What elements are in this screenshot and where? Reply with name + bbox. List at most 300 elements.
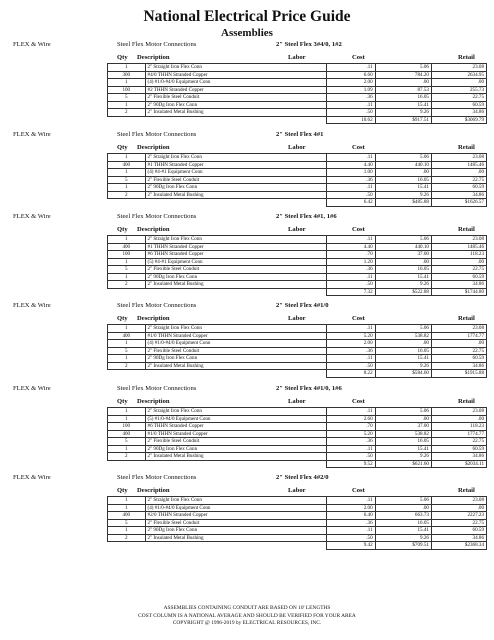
- column-header-retail: Retail: [458, 226, 475, 233]
- item-labor: .50: [326, 109, 375, 117]
- total-labor: 9.42: [326, 542, 375, 550]
- item-qty: 1: [108, 258, 146, 266]
- item-description: 2" Flexible Steel Conduit: [145, 438, 326, 446]
- item-retail: 34.86: [431, 362, 486, 370]
- total-labor: 10.62: [326, 116, 375, 124]
- totals-row: [108, 460, 487, 468]
- item-cost: .00: [375, 340, 431, 348]
- item-labor: .70: [326, 251, 375, 259]
- item-cost: 5.06: [375, 408, 431, 416]
- item-retail: .00: [431, 504, 486, 512]
- item-retail: 255.73: [431, 86, 486, 94]
- column-header-description: Description: [137, 398, 170, 405]
- item-cost: .00: [375, 79, 431, 87]
- table-row: [108, 534, 487, 542]
- assembly-category: FLEX & Wire: [13, 385, 51, 392]
- item-description: 2" Straight Iron Flex Conn: [145, 64, 326, 72]
- column-header-labor: Labor: [288, 54, 306, 61]
- table-row: [108, 453, 487, 461]
- assembly-type: Steel Flex Motor Connections: [117, 474, 197, 481]
- item-description: 2" Straight Iron Flex Conn: [145, 154, 326, 162]
- column-headers: [0, 225, 494, 235]
- item-description: 2" Straight Iron Flex Conn: [145, 325, 326, 333]
- total-cost: $522.88: [375, 288, 431, 296]
- total-retail: $1744.80: [431, 288, 486, 296]
- assembly-name: 2" Steel Flex 4#1/0, 1#6: [276, 385, 342, 392]
- column-header-cost: Cost: [352, 226, 365, 233]
- item-cost: .00: [375, 504, 431, 512]
- totals-spacer: [108, 288, 146, 296]
- item-retail: 34.86: [431, 534, 486, 542]
- total-retail: $2034.11: [431, 460, 486, 468]
- totals-spacer: [145, 460, 326, 468]
- item-labor: .50: [326, 281, 375, 289]
- item-labor: .11: [326, 355, 375, 363]
- item-labor: 6.40: [326, 512, 375, 520]
- assembly-section: [0, 384, 494, 468]
- item-labor: .50: [326, 534, 375, 542]
- table-row: [108, 273, 487, 281]
- assembly-section: [0, 301, 494, 378]
- item-cost: 16.05: [375, 519, 431, 527]
- table-row: [108, 251, 487, 259]
- item-retail: 34.86: [431, 453, 486, 461]
- total-labor: 6.42: [326, 199, 375, 207]
- table-row: [108, 191, 487, 199]
- item-description: #1/0 THHN Stranded Copper: [145, 430, 326, 438]
- item-cost: 440.10: [375, 161, 431, 169]
- item-retail: 1774.77: [431, 332, 486, 340]
- item-labor: 2.60: [326, 415, 375, 423]
- item-retail: 22.75: [431, 94, 486, 102]
- item-labor: .11: [326, 497, 375, 505]
- column-header-labor: Labor: [288, 398, 306, 405]
- table-row: [108, 94, 487, 102]
- item-qty: 5: [108, 266, 146, 274]
- item-qty: 400: [108, 430, 146, 438]
- item-retail: 2227.23: [431, 512, 486, 520]
- item-description: 2" Insulated Metal Bushing: [145, 281, 326, 289]
- totals-row: [108, 116, 487, 124]
- assembly-header: [0, 384, 494, 394]
- column-header-qty: Qty: [117, 487, 128, 494]
- item-description: 2" Insulated Metal Bushing: [145, 109, 326, 117]
- item-qty: 5: [108, 519, 146, 527]
- item-cost: 5.06: [375, 154, 431, 162]
- assembly-type: Steel Flex Motor Connections: [117, 385, 197, 392]
- assembly-name: 2" Steel Flex 3#4/0, 1#2: [276, 41, 342, 48]
- item-cost: 9.26: [375, 453, 431, 461]
- item-labor: 2.00: [326, 504, 375, 512]
- item-retail: 60.59: [431, 184, 486, 192]
- column-header-cost: Cost: [352, 398, 365, 405]
- item-labor: 4.40: [326, 161, 375, 169]
- item-retail: 60.59: [431, 355, 486, 363]
- item-labor: .11: [326, 154, 375, 162]
- item-description: 2" Flexible Steel Conduit: [145, 266, 326, 274]
- item-labor: .11: [326, 184, 375, 192]
- column-header-description: Description: [137, 144, 170, 151]
- items-table: [107, 63, 487, 124]
- item-qty: 1: [108, 504, 146, 512]
- item-labor: .11: [326, 325, 375, 333]
- item-qty: 5: [108, 347, 146, 355]
- assembly-header: [0, 130, 494, 140]
- item-labor: 1.00: [326, 169, 375, 177]
- item-description: #6 THHN Stranded Copper: [145, 251, 326, 259]
- item-retail: 1774.77: [431, 430, 486, 438]
- item-description: #4/0 THHN Stranded Copper: [145, 71, 326, 79]
- table-row: [108, 423, 487, 431]
- item-retail: 60.59: [431, 445, 486, 453]
- item-description: 2" Insulated Metal Bushing: [145, 534, 326, 542]
- totals-row: [108, 542, 487, 550]
- table-row: [108, 86, 487, 94]
- item-cost: 5.06: [375, 236, 431, 244]
- column-header-retail: Retail: [458, 487, 475, 494]
- item-cost: 5.06: [375, 497, 431, 505]
- item-retail: 23.08: [431, 64, 486, 72]
- item-qty: 400: [108, 332, 146, 340]
- item-cost: 5.06: [375, 64, 431, 72]
- item-labor: .50: [326, 453, 375, 461]
- item-description: 2" Insulated Metal Bushing: [145, 362, 326, 370]
- item-labor: .36: [326, 438, 375, 446]
- item-qty: 1: [108, 64, 146, 72]
- item-cost: 16.05: [375, 347, 431, 355]
- item-qty: 5: [108, 438, 146, 446]
- item-description: 2" Straight Iron Flex Conn: [145, 236, 326, 244]
- total-retail: $2368.34: [431, 542, 486, 550]
- item-labor: 2.00: [326, 340, 375, 348]
- total-retail: $3069.79: [431, 116, 486, 124]
- item-labor: 5.20: [326, 332, 375, 340]
- item-retail: 22.75: [431, 347, 486, 355]
- item-labor: .36: [326, 519, 375, 527]
- item-description: 2" 90Dg Iron Flex Conn: [145, 445, 326, 453]
- items-table: [107, 324, 487, 378]
- item-description: 2" Flexible Steel Conduit: [145, 347, 326, 355]
- item-retail: 23.08: [431, 236, 486, 244]
- item-labor: .70: [326, 423, 375, 431]
- item-qty: 2: [108, 109, 146, 117]
- item-description: 2" 90Dg Iron Flex Conn: [145, 273, 326, 281]
- table-row: [108, 497, 487, 505]
- item-labor: 5.20: [326, 430, 375, 438]
- item-retail: 1485.46: [431, 243, 486, 251]
- table-row: [108, 527, 487, 535]
- assembly-category: FLEX & Wire: [13, 474, 51, 481]
- item-retail: .00: [431, 340, 486, 348]
- item-cost: 5.06: [375, 325, 431, 333]
- item-qty: 400: [108, 161, 146, 169]
- table-row: [108, 430, 487, 438]
- item-description: 2" Flexible Steel Conduit: [145, 519, 326, 527]
- item-cost: 440.10: [375, 243, 431, 251]
- item-cost: 37.00: [375, 423, 431, 431]
- item-labor: .36: [326, 94, 375, 102]
- column-header-qty: Qty: [117, 54, 128, 61]
- item-cost: 9.26: [375, 362, 431, 370]
- item-qty: 2: [108, 453, 146, 461]
- item-retail: 22.75: [431, 266, 486, 274]
- item-labor: 2.00: [326, 79, 375, 87]
- item-labor: .11: [326, 527, 375, 535]
- totals-spacer: [145, 116, 326, 124]
- item-qty: 300: [108, 71, 146, 79]
- column-headers: [0, 143, 494, 153]
- item-retail: 34.86: [431, 191, 486, 199]
- item-retail: 118.23: [431, 251, 486, 259]
- item-cost: 9.26: [375, 281, 431, 289]
- item-description: (5) #1/0-#4/0 Equipment Conn: [145, 415, 326, 423]
- column-header-description: Description: [137, 487, 170, 494]
- column-header-cost: Cost: [352, 315, 365, 322]
- footer: [0, 605, 494, 628]
- column-header-cost: Cost: [352, 487, 365, 494]
- column-header-qty: Qty: [117, 315, 128, 322]
- items-table: [107, 496, 487, 550]
- assembly-type: Steel Flex Motor Connections: [117, 213, 197, 220]
- totals-spacer: [145, 370, 326, 378]
- item-cost: 538.82: [375, 332, 431, 340]
- page-title: National Electrical Price Guide: [143, 8, 351, 25]
- item-qty: 1: [108, 236, 146, 244]
- item-cost: 37.00: [375, 251, 431, 259]
- assembly-category: FLEX & Wire: [13, 41, 51, 48]
- items-table: [107, 235, 487, 296]
- total-cost: $917.51: [375, 116, 431, 124]
- totals-row: [108, 370, 487, 378]
- item-qty: 100: [108, 423, 146, 431]
- item-qty: 1: [108, 79, 146, 87]
- table-row: [108, 415, 487, 423]
- item-cost: 15.41: [375, 355, 431, 363]
- totals-spacer: [108, 370, 146, 378]
- item-description: #1 THHN Stranded Copper: [145, 243, 326, 251]
- item-description: 2" Flexible Steel Conduit: [145, 94, 326, 102]
- table-row: [108, 355, 487, 363]
- item-retail: 34.86: [431, 281, 486, 289]
- assembly-section: [0, 130, 494, 207]
- column-header-labor: Labor: [288, 487, 306, 494]
- table-row: [108, 236, 487, 244]
- item-qty: 1: [108, 408, 146, 416]
- column-header-cost: Cost: [352, 54, 365, 61]
- table-row: [108, 101, 487, 109]
- column-header-retail: Retail: [458, 315, 475, 322]
- item-retail: 22.75: [431, 438, 486, 446]
- item-cost: 9.26: [375, 534, 431, 542]
- item-description: (4) #4-#1 Equipment Conn: [145, 169, 326, 177]
- footer-copyright: COPYRIGHT @ 1996-2019 by ELECTRICAL RESOURCES, INC.: [172, 620, 322, 626]
- item-retail: 22.75: [431, 176, 486, 184]
- item-cost: 15.41: [375, 273, 431, 281]
- total-cost: $485.88: [375, 199, 431, 207]
- assembly-header: [0, 473, 494, 483]
- total-retail: $1915.88: [431, 370, 486, 378]
- totals-spacer: [108, 116, 146, 124]
- item-cost: 15.41: [375, 445, 431, 453]
- item-qty: 400: [108, 512, 146, 520]
- table-row: [108, 64, 487, 72]
- page-subtitle: Assemblies: [221, 27, 273, 39]
- table-row: [108, 258, 487, 266]
- assembly-type: Steel Flex Motor Connections: [117, 302, 197, 309]
- assembly-header: [0, 40, 494, 50]
- item-qty: 1: [108, 415, 146, 423]
- total-cost: $709.51: [375, 542, 431, 550]
- table-row: [108, 176, 487, 184]
- assembly-header: [0, 301, 494, 311]
- item-labor: 6.60: [326, 71, 375, 79]
- item-qty: 2: [108, 191, 146, 199]
- item-cost: 784.20: [375, 71, 431, 79]
- assembly-name: 2" Steel Flex 4#1, 1#6: [276, 213, 337, 220]
- column-header-labor: Labor: [288, 315, 306, 322]
- assembly-section: [0, 473, 494, 550]
- table-row: [108, 154, 487, 162]
- item-qty: 5: [108, 94, 146, 102]
- assembly-type: Steel Flex Motor Connections: [117, 41, 197, 48]
- item-description: 2" Flexible Steel Conduit: [145, 176, 326, 184]
- totals-row: [108, 288, 487, 296]
- item-description: 2" Insulated Metal Bushing: [145, 453, 326, 461]
- item-labor: 1.09: [326, 86, 375, 94]
- item-qty: 1: [108, 325, 146, 333]
- column-header-retail: Retail: [458, 54, 475, 61]
- total-cost: $584.60: [375, 370, 431, 378]
- totals-spacer: [145, 542, 326, 550]
- item-qty: 1: [108, 445, 146, 453]
- item-labor: .11: [326, 273, 375, 281]
- assembly-section: [0, 212, 494, 296]
- item-retail: 60.59: [431, 273, 486, 281]
- item-qty: 5: [108, 176, 146, 184]
- item-labor: .50: [326, 191, 375, 199]
- assembly-name: 2" Steel Flex 4#1: [276, 131, 324, 138]
- column-header-qty: Qty: [117, 226, 128, 233]
- items-table: [107, 407, 487, 468]
- item-retail: 1485.46: [431, 161, 486, 169]
- table-row: [108, 408, 487, 416]
- item-retail: .00: [431, 258, 486, 266]
- column-headers: [0, 53, 494, 63]
- table-row: [108, 340, 487, 348]
- item-description: 2" 90Dg Iron Flex Conn: [145, 527, 326, 535]
- item-qty: 1: [108, 273, 146, 281]
- item-retail: 60.59: [431, 527, 486, 535]
- assembly-name: 2" Steel Flex 4#2/0: [276, 474, 329, 481]
- item-retail: .00: [431, 169, 486, 177]
- item-labor: .11: [326, 445, 375, 453]
- table-row: [108, 445, 487, 453]
- item-labor: .11: [326, 101, 375, 109]
- totals-spacer: [108, 460, 146, 468]
- column-header-retail: Retail: [458, 144, 475, 151]
- assembly-category: FLEX & Wire: [13, 213, 51, 220]
- assembly-header: [0, 212, 494, 222]
- table-row: [108, 266, 487, 274]
- item-cost: 15.41: [375, 184, 431, 192]
- item-description: #6 THHN Stranded Copper: [145, 423, 326, 431]
- item-retail: .00: [431, 415, 486, 423]
- item-qty: 2: [108, 534, 146, 542]
- item-description: 2" Insulated Metal Bushing: [145, 191, 326, 199]
- column-header-qty: Qty: [117, 144, 128, 151]
- item-qty: 400: [108, 243, 146, 251]
- totals-spacer: [145, 199, 326, 207]
- item-description: 2" Straight Iron Flex Conn: [145, 497, 326, 505]
- total-labor: 7.32: [326, 288, 375, 296]
- column-header-qty: Qty: [117, 398, 128, 405]
- table-row: [108, 169, 487, 177]
- totals-spacer: [108, 199, 146, 207]
- item-cost: 16.05: [375, 94, 431, 102]
- item-cost: 663.73: [375, 512, 431, 520]
- item-description: #1 THHN Stranded Copper: [145, 161, 326, 169]
- total-labor: 8.22: [326, 370, 375, 378]
- item-qty: 1: [108, 169, 146, 177]
- item-cost: 9.26: [375, 109, 431, 117]
- column-header-description: Description: [137, 226, 170, 233]
- table-row: [108, 362, 487, 370]
- table-row: [108, 504, 487, 512]
- table-row: [108, 438, 487, 446]
- item-cost: .00: [375, 415, 431, 423]
- item-cost: 9.26: [375, 191, 431, 199]
- total-labor: 9.52: [326, 460, 375, 468]
- item-cost: 15.41: [375, 527, 431, 535]
- item-retail: 2634.95: [431, 71, 486, 79]
- item-description: 2" Straight Iron Flex Conn: [145, 408, 326, 416]
- column-header-labor: Labor: [288, 144, 306, 151]
- item-retail: 118.23: [431, 423, 486, 431]
- item-qty: 1: [108, 154, 146, 162]
- footer-note-lengths: ASSEMBLIES CONTAINING CONDUIT ARE BASED ON 10' LENGTHS: [163, 605, 331, 611]
- table-row: [108, 79, 487, 87]
- column-header-cost: Cost: [352, 144, 365, 151]
- item-qty: 1: [108, 355, 146, 363]
- item-retail: 23.08: [431, 408, 486, 416]
- table-row: [108, 161, 487, 169]
- item-description: #1/0 THHN Stranded Copper: [145, 332, 326, 340]
- item-cost: 16.05: [375, 438, 431, 446]
- item-qty: 1: [108, 497, 146, 505]
- totals-row: [108, 199, 487, 207]
- assembly-name: 2" Steel Flex 4#1/0: [276, 302, 329, 309]
- item-cost: .00: [375, 169, 431, 177]
- item-description: (5) #4-#1 Equipment Conn: [145, 258, 326, 266]
- column-header-description: Description: [137, 315, 170, 322]
- item-description: 2" 90Dg Iron Flex Conn: [145, 101, 326, 109]
- item-labor: .11: [326, 408, 375, 416]
- table-row: [108, 243, 487, 251]
- item-qty: 1: [108, 340, 146, 348]
- table-row: [108, 109, 487, 117]
- item-cost: .00: [375, 258, 431, 266]
- column-header-labor: Labor: [288, 226, 306, 233]
- column-header-description: Description: [137, 54, 170, 61]
- item-qty: 1: [108, 101, 146, 109]
- column-headers: [0, 397, 494, 407]
- table-row: [108, 71, 487, 79]
- item-retail: 60.59: [431, 101, 486, 109]
- item-cost: 16.05: [375, 266, 431, 274]
- table-row: [108, 281, 487, 289]
- item-cost: 87.53: [375, 86, 431, 94]
- total-cost: $621.60: [375, 460, 431, 468]
